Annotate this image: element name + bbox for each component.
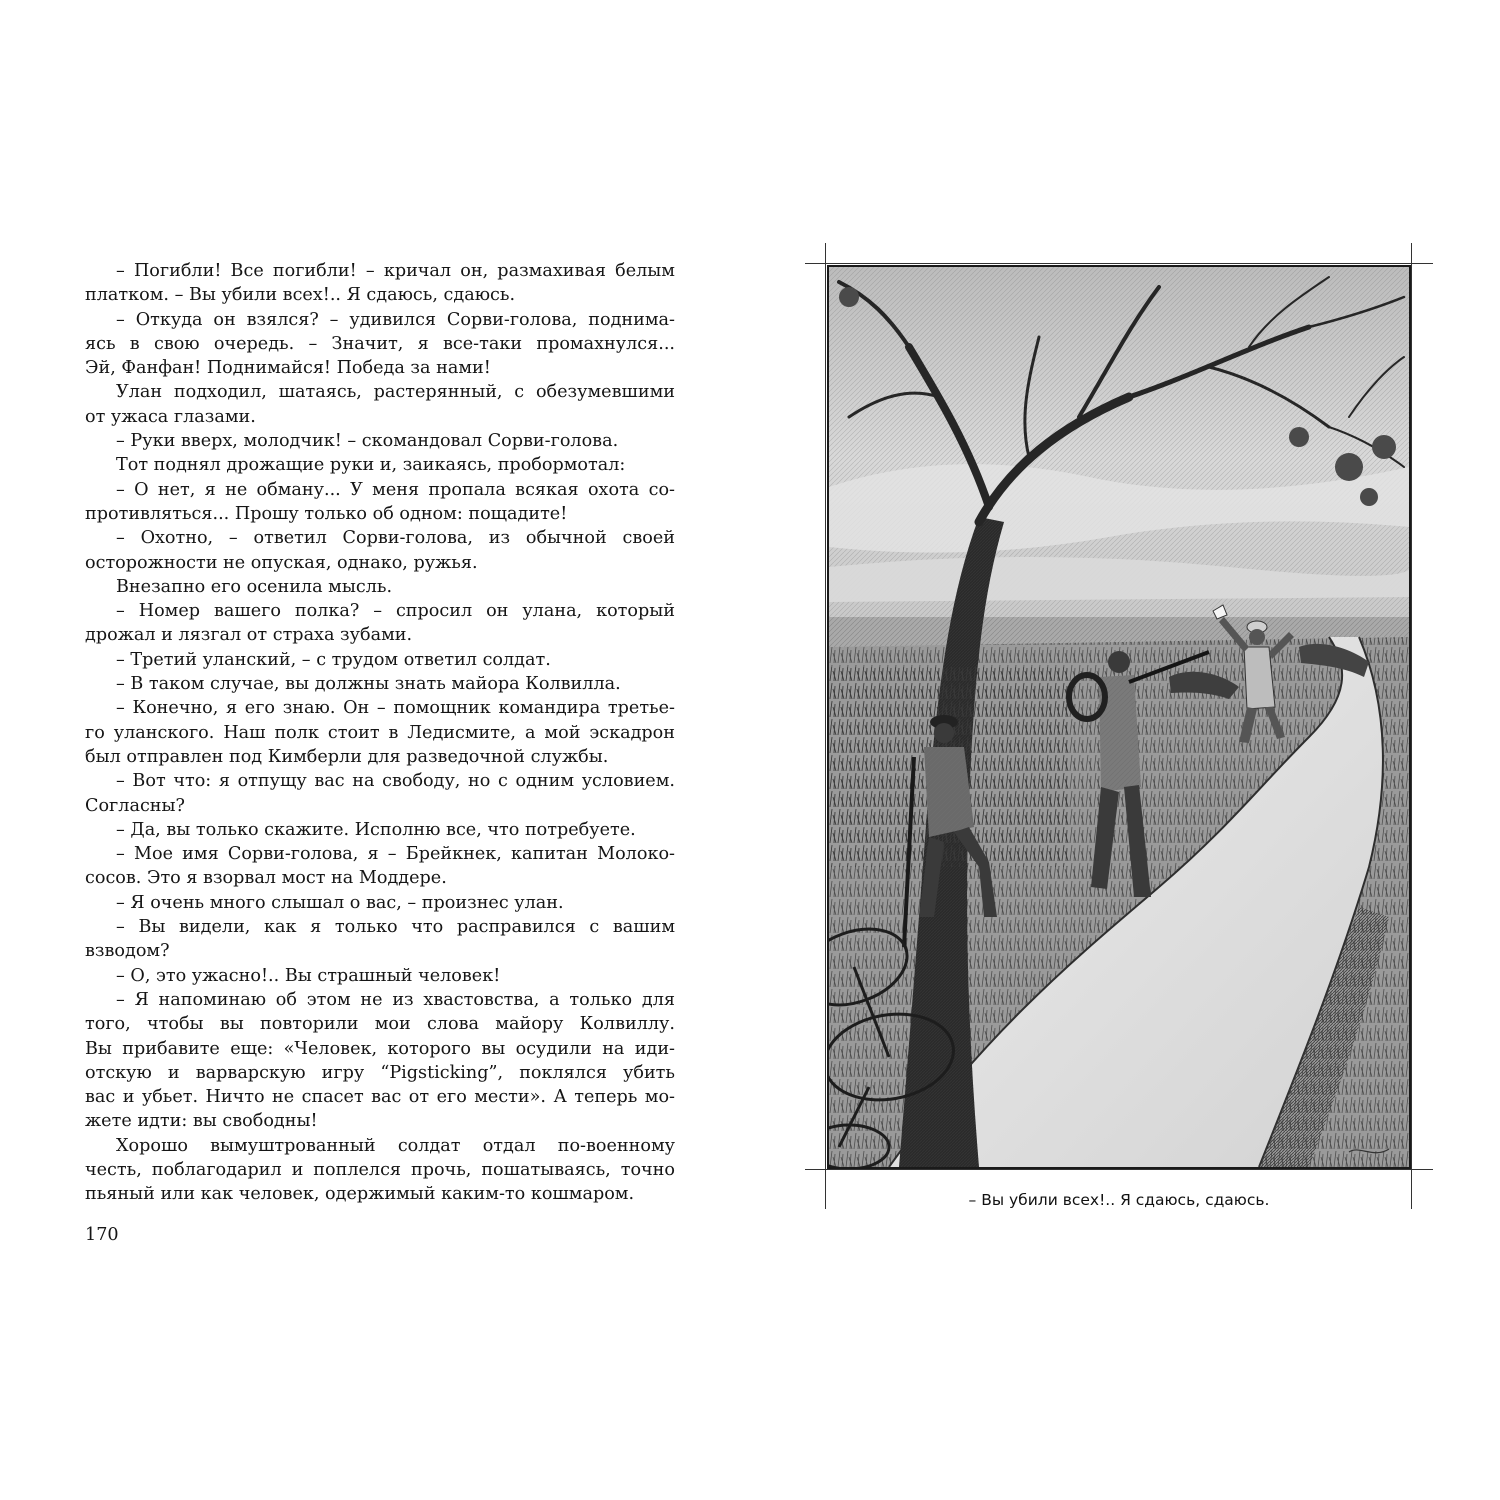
text-line: от ужаса глазами. <box>85 406 256 427</box>
text-line: сосов. Это я взорвал мост на Моддере. <box>85 868 447 889</box>
text-line: – Откуда он взялся? – удивился Сорви-голова, поднима- <box>116 309 675 330</box>
text-line: отскую и варварскую игру “Pigsticking”, поклялся убить <box>85 1062 675 1083</box>
text-line: Тот поднял дрожащие руки и, заикаясь, пробормотал: <box>116 455 626 476</box>
text-line: ясь в свою очередь. – Значит, я все-таки промахнулся... <box>85 333 675 354</box>
text-line: – О, это ужасно!.. Вы страшный человек! <box>116 965 501 986</box>
frame-line-right <box>1411 243 1412 1209</box>
text-line: был отправлен под Кимберли для разведочной службы. <box>85 746 609 767</box>
text-column <box>85 259 675 1207</box>
text-line: – Руки вверх, молодчик! – скомандовал Сорви-голова. <box>116 431 619 452</box>
frame-line-top <box>805 263 1433 264</box>
text-line: – О нет, я не обману... У меня пропала всякая охота со- <box>116 479 675 500</box>
text-line: Эй, Фанфан! Поднимайся! Победа за нами! <box>85 358 491 379</box>
text-line: – Мое имя Сорви-голова, я – Брейкнек, капитан Молоко- <box>116 844 675 865</box>
page-number: 170 <box>85 1225 119 1245</box>
text-line: противляться... Прошу только об одном: пощадите! <box>85 503 568 524</box>
text-line: Согласны? <box>85 795 185 816</box>
text-line: честь, поблагодарил и поплелся прочь, пошатываясь, точно <box>85 1159 675 1180</box>
text-line: того, чтобы вы повторили мои слова майору Колвиллу. <box>85 1014 675 1035</box>
text-line: Хорошо вымуштрованный солдат отдал по-военному <box>116 1135 675 1156</box>
text-line: пьяный или как человек, одержимый каким-то кошмаром. <box>85 1184 635 1205</box>
illustration-page <box>805 243 1433 1213</box>
illustration-caption: – Вы убили всех!.. Я сдаюсь, сдаюсь. <box>968 1191 1270 1209</box>
text-line: – Вы видели, как я только что расправился с вашим <box>116 917 675 938</box>
text-line: – Конечно, я его знаю. Он – помощник командира третье- <box>116 698 675 719</box>
text-line: платком. – Вы убили всех!.. Я сдаюсь, сдаюсь. <box>85 285 516 306</box>
engraving-illustration <box>827 265 1411 1169</box>
text-line: го уланского. Наш полк стоит в Ледисмите, а мой эскадрон <box>85 722 675 743</box>
text-line: Улан подходил, шатаясь, растерянный, с обезумевшими <box>116 382 675 403</box>
text-line: – Вот что: я отпущу вас на свободу, но с одним условием. <box>116 771 675 792</box>
text-line: – Да, вы только скажите. Исполню все, что потребуете. <box>116 819 636 840</box>
engraving-svg <box>829 267 1409 1167</box>
frame-line-bottom <box>805 1169 1433 1170</box>
text-line: – Охотно, – ответил Сорви-голова, из обычной своей <box>116 528 675 549</box>
text-line: – Я напоминаю об этом не из хвастовства, а только для <box>116 989 675 1010</box>
text-line: Вы прибавите еще: «Человек, которого вы осудили на иди- <box>85 1038 675 1059</box>
text-line: – Третий уланский, – с трудом ответил солдат. <box>116 649 551 670</box>
text-line: Внезапно его осенила мысль. <box>116 576 393 597</box>
text-line: вас и убьет. Ничто не спасет вас от его мести». А теперь мо- <box>85 1087 675 1108</box>
text-line: взводом? <box>85 941 170 962</box>
text-line: осторожности не опуская, однако, ружья. <box>85 552 478 573</box>
text-line: дрожал и лязгал от страха зубами. <box>85 625 413 646</box>
text-line: – Я очень много слышал о вас, – произнес улан. <box>116 892 564 913</box>
text-line: – Номер вашего полка? – спросил он улана, который <box>116 601 675 622</box>
text-line: жете идти: вы свободны! <box>85 1111 318 1132</box>
frame-line-left <box>825 243 826 1209</box>
text-line: – Погибли! Все погибли! – кричал он, размахивая белым <box>116 261 675 281</box>
text-line: – В таком случае, вы должны знать майора Колвилла. <box>116 674 621 695</box>
